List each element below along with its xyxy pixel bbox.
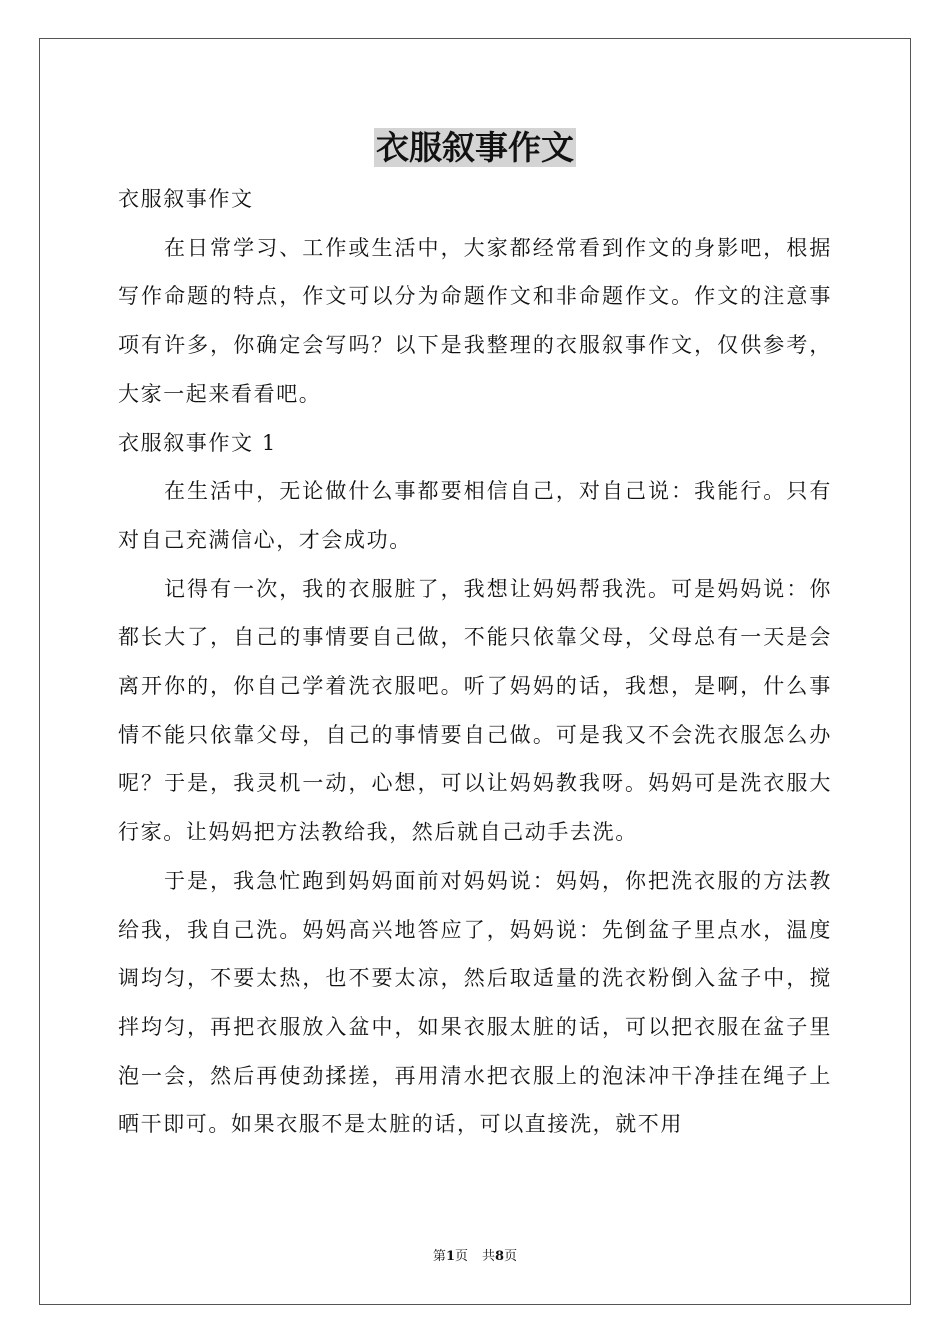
body-paragraph: 在生活中，无论做什么事都要相信自己，对自己说：我能行。只有对自己充满信心，才会成功。 bbox=[118, 479, 832, 552]
total-suffix: 页 bbox=[504, 1249, 518, 1264]
body-paragraph: 在日常学习、工作或生活中，大家都经常看到作文的身影吧，根据写作命题的特点，作文可以分为命题作文和非命题作文。作文的注意事项有许多，你确定会写吗？以下是我整理的衣服叙事作文，仅供参考，大家一起来看看吧。 bbox=[118, 235, 832, 406]
body-paragraph: 记得有一次，我的衣服脏了，我想让妈妈帮我洗。可是妈妈说：你都长大了，自己的事情要自己做，不能只依靠父母，父母总有一天是会离开你的，你自己学着洗衣服吧。听了妈妈的话，我想，是啊，什么事情不能只依靠父母，自己的事情要自己做。可是我又不会洗衣服怎么办呢？于是，我灵机一动，心想，可以让妈妈教我呀。妈妈可是洗衣服大行家。让妈妈把方法教给我，然后就自己动手去洗。 bbox=[118, 576, 832, 845]
body-paragraph: 于是，我急忙跑到妈妈面前对妈妈说：妈妈，你把洗衣服的方法教给我，我自己洗。妈妈高兴地答应了，妈妈说：先倒盆子里点水，温度调均匀，不要太热，也不要太凉，然后取适量的洗衣粉倒入盆子中，搅拌均匀，再把衣服放入盆中，如果衣服太脏的话，可以把衣服在盆子里泡一会，然后再使劲揉搓，再用清水把衣服上的泡沫冲干净挂在绳子上晒干即可。如果衣服不是太脏的话，可以直接洗，就不用 bbox=[118, 868, 832, 1137]
total-prefix: 共 bbox=[482, 1249, 496, 1264]
page-number: 1 bbox=[445, 1249, 455, 1264]
section-heading: 衣服叙事作文 bbox=[118, 187, 254, 211]
total-pages: 8 bbox=[495, 1249, 505, 1264]
page-suffix: 页 bbox=[454, 1249, 468, 1264]
page-footer bbox=[0, 1248, 950, 1266]
document-title bbox=[0, 126, 950, 170]
document-body bbox=[118, 175, 832, 1149]
section-heading: 衣服叙事作文 1 bbox=[118, 430, 277, 455]
document-title-text: 衣服叙事作文 bbox=[376, 128, 574, 167]
page-prefix: 第 bbox=[432, 1249, 446, 1264]
